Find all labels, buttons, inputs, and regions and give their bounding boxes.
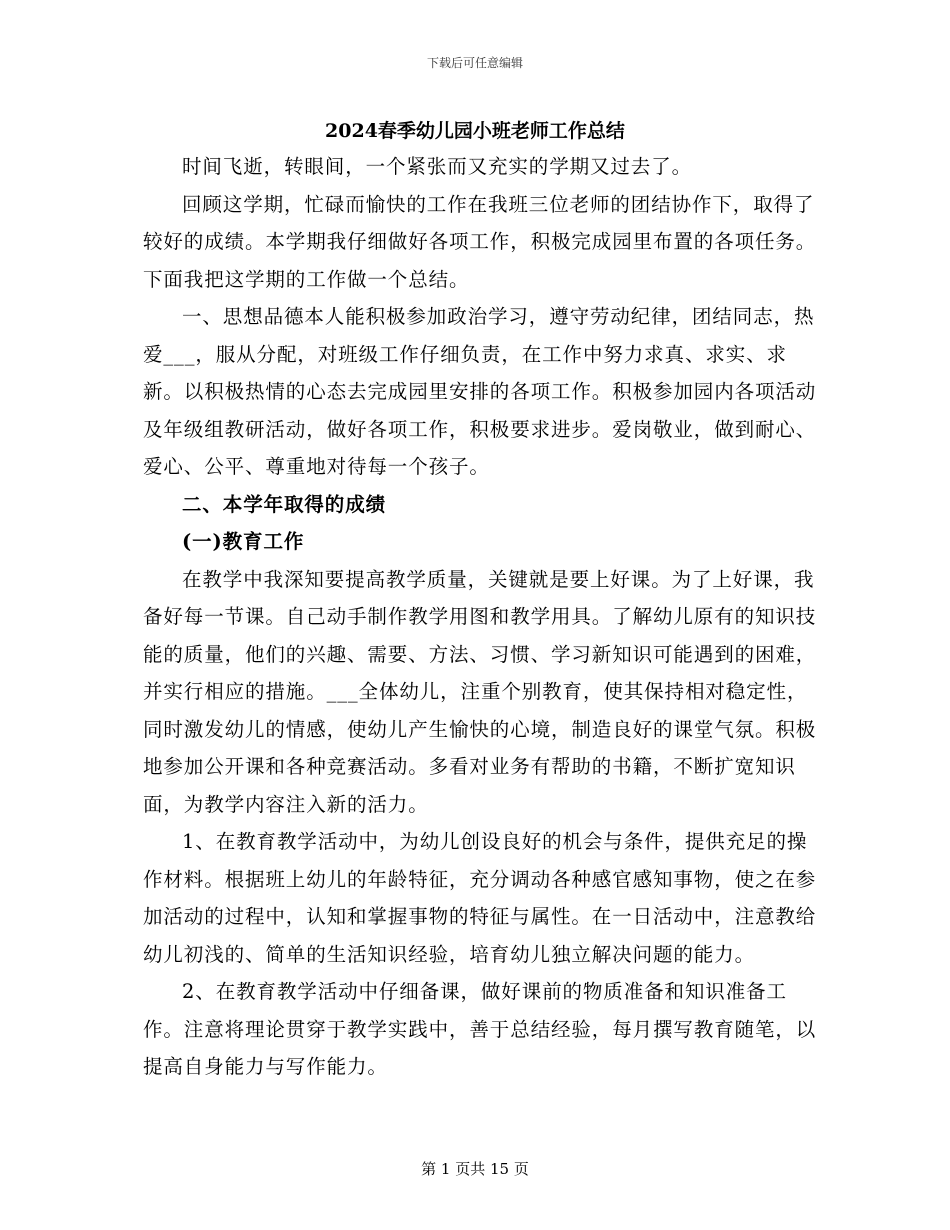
paragraph-ideology: 一、思想品德本人能积极参加政治学习，遵守劳动纪律，团结同志，热爱___，服从分配，对班级工作仔细负责，在工作中努力求真、求实、求新。以积极热情的心态去完成园里安排的各项工作。积极参加园内各项活动及年级组教研活动，做好各项工作，积极要求进步。爱岗敬业，做到耐心、爱心、公平、尊重地对待每一个孩子。	[143, 305, 817, 478]
page-header: 下载后可任意编辑	[426, 56, 523, 70]
page-footer: 第 1 页共 15 页	[421, 1160, 529, 1178]
paragraph-teaching: 在教学中我深知要提高教学质量，关键就是要上好课。为了上好课，我备好每一节课。自己动手制作教学用图和教学用具。了解幼儿原有的知识技能的质量，他们的兴趣、需要、方法、习惯、学习新知识可能遇到的困难，并实行相应的措施。___全体幼儿，注重个别教育，使其保持相对稳定性，同时激发幼儿的情感，使幼儿产生愉快的心境，制造良好的课堂气氛。积极地参加公开课和各种竞赛活动。多看对业务有帮助的书籍，不断扩宽知识面，为教学内容注入新的活力。	[143, 567, 817, 816]
document-title: 2024春季幼儿园小班老师工作总结	[325, 120, 625, 142]
paragraph-point-1: 1、在教育教学活动中，为幼儿创设良好的机会与条件，提供充足的操作材料。根据班上幼儿的年龄特征，充分调动各种感官感知事物，使之在参加活动的过程中，认知和掌握事物的特征与属性。在一日活动中，注意教给幼儿初浅的、简单的生活知识经验，培育幼儿独立解决问题的能力。	[143, 830, 817, 966]
paragraph-review: 回顾这学期，忙碌而愉快的工作在我班三位老师的团结协作下，取得了较好的成绩。本学期我仔细做好各项工作，积极完成园里布置的各项任务。下面我把这学期的工作做一个总结。	[143, 192, 817, 291]
document-body	[143, 148, 817, 1086]
subsection-heading-education: (一)教育工作	[182, 530, 305, 553]
section-heading-achievements: 二、本学年取得的成绩	[182, 492, 387, 516]
paragraph-point-2: 2、在教育教学活动中仔细备课，做好课前的物质准备和知识准备工作。注意将理论贯穿于教学实践中，善于总结经验，每月撰写教育随笔，以提高自身能力与写作能力。	[143, 980, 817, 1078]
paragraph-intro: 时间飞逝，转眼间，一个紧张而又充实的学期又过去了。	[182, 155, 693, 178]
